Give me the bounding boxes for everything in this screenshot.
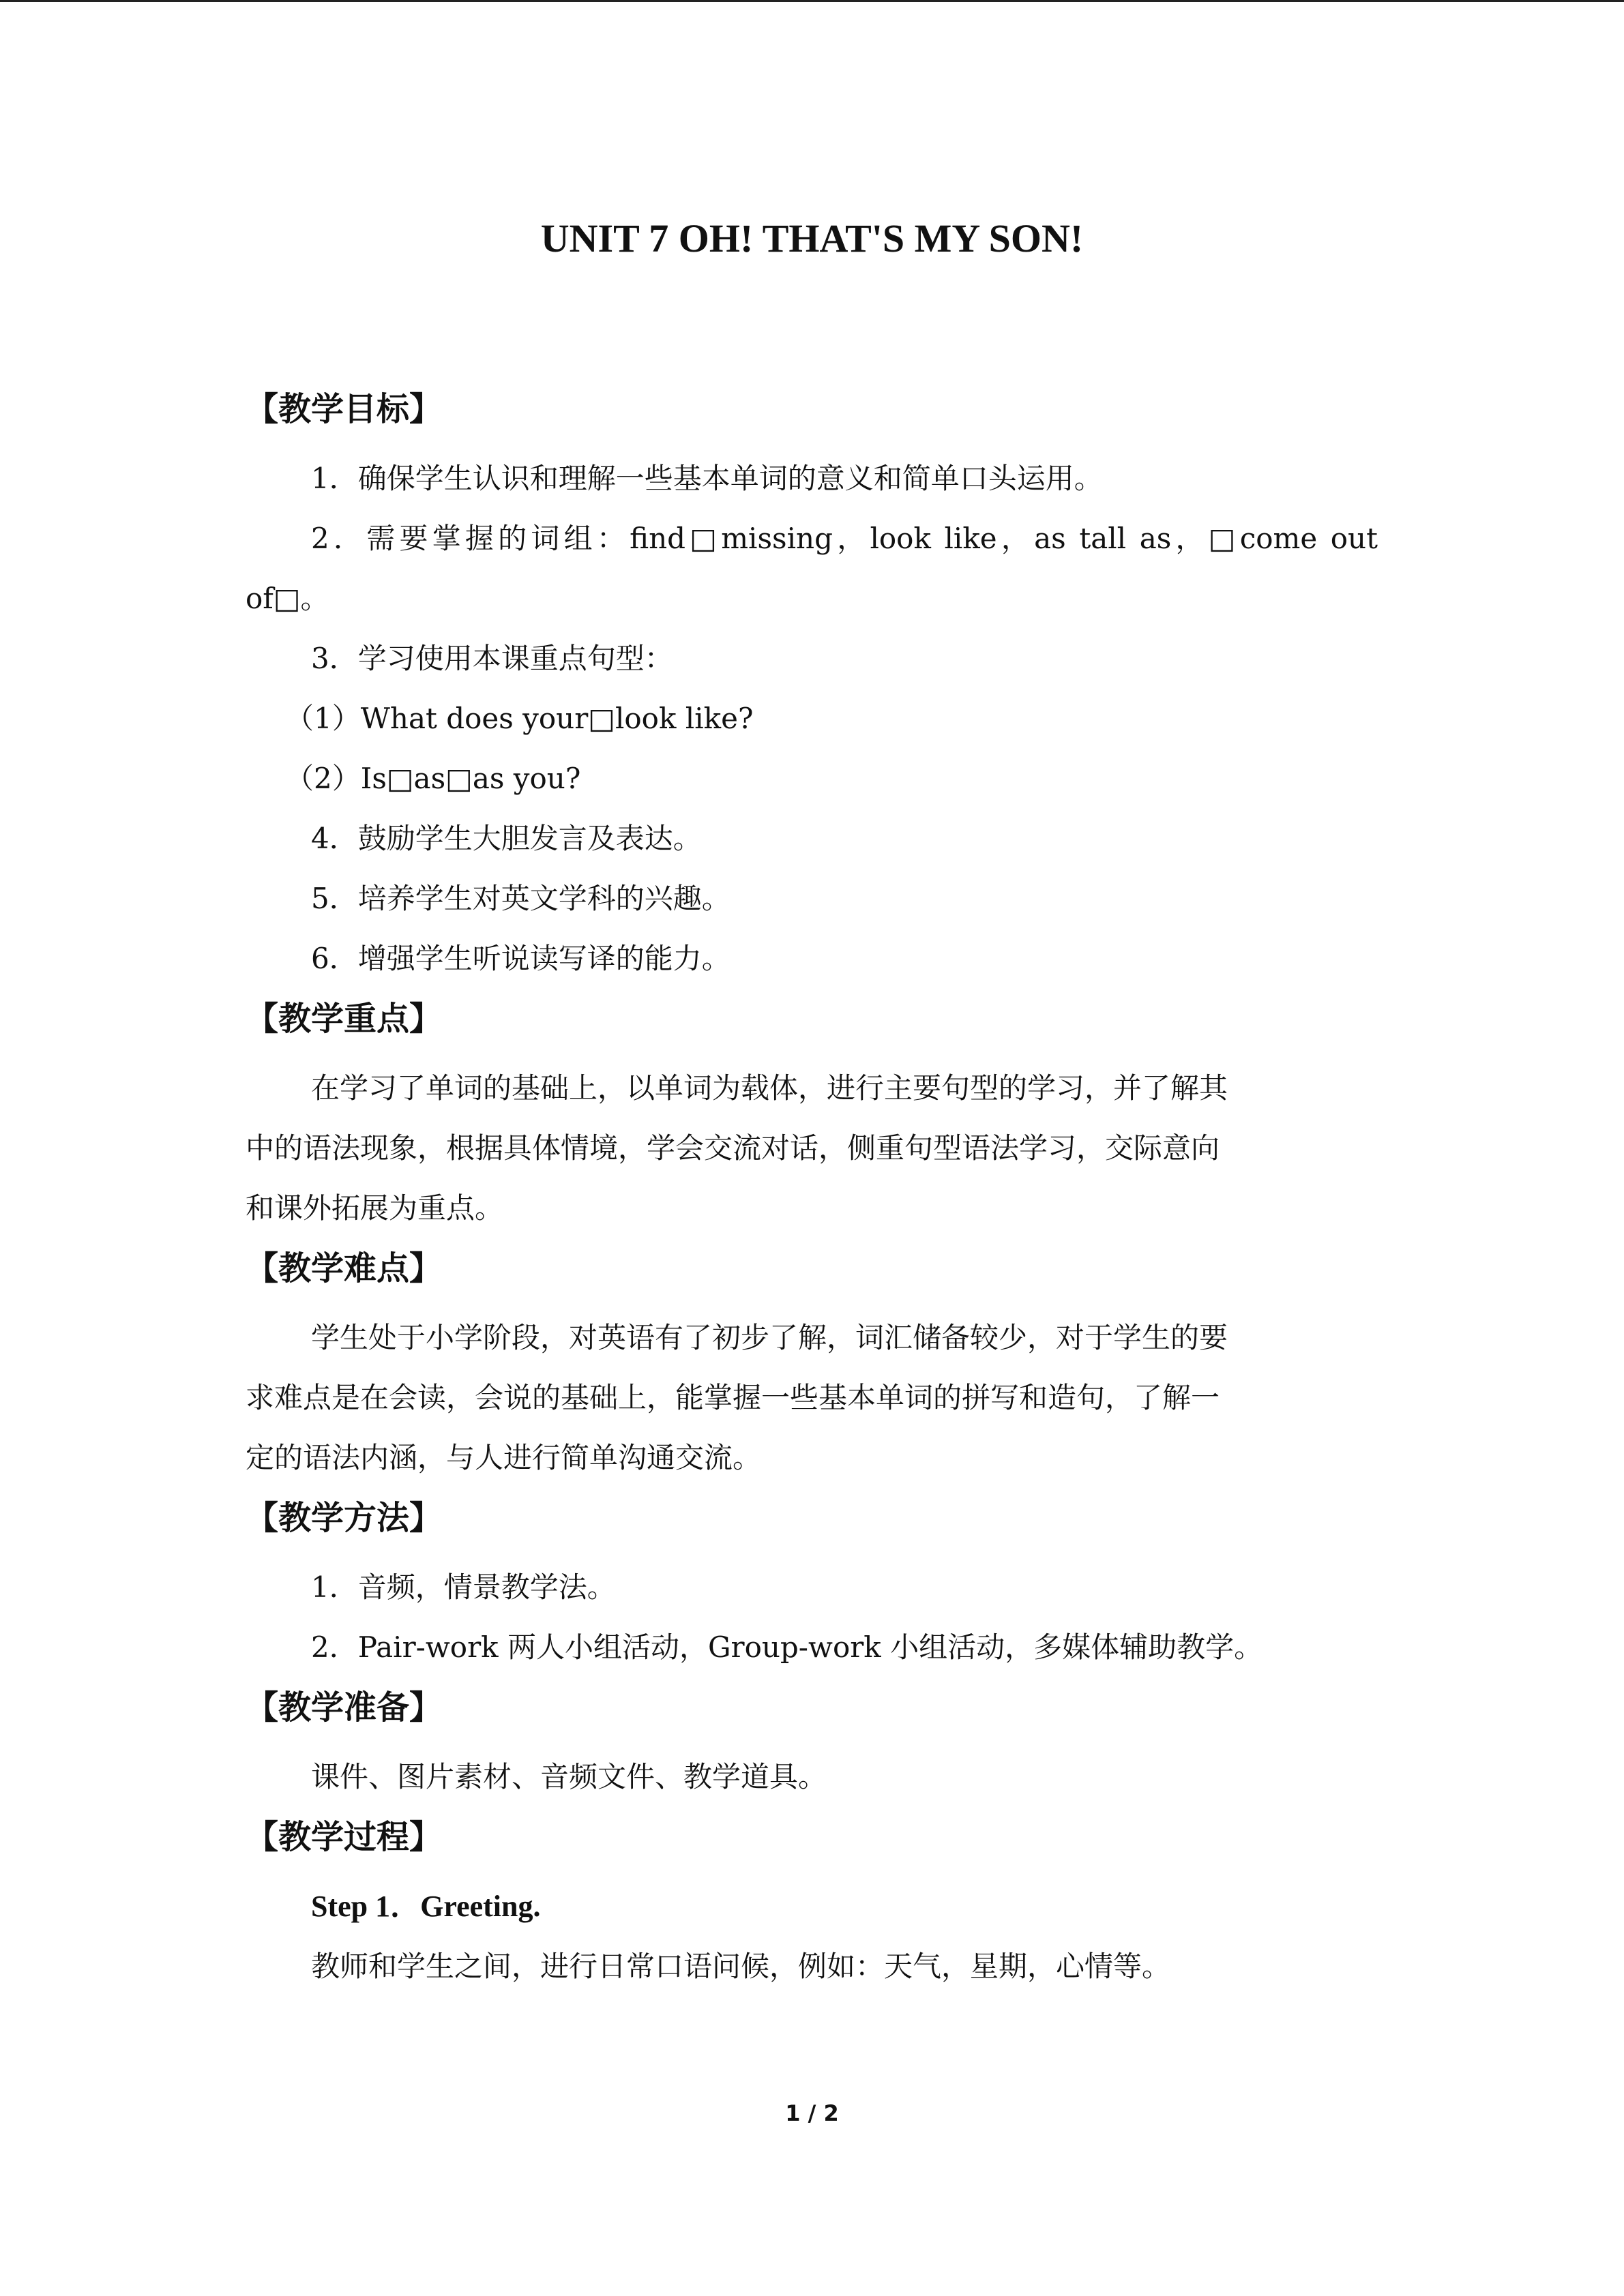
step-1-text: 教师和学生之间，进行日常口语问候，例如：天气，星期，心情等。 [311,1950,1171,1983]
method-item-2: 2．Pair-work 两人小组活动，Group-work 小组活动，多媒体辅助教学。 [311,1630,1263,1664]
goal-pattern-2: （2）Is□as□as you? [285,762,581,795]
goal-item-2-continued: of□。 [246,582,329,615]
key-points-line-3: 和课外拓展为重点。 [246,1191,504,1225]
goal-item-6: 6．增强学生听说读写译的能力。 [311,942,730,975]
section-heading-goals: 【教学目标】 [246,390,443,428]
page-number: 1 / 2 [785,2100,839,2126]
section-goals [246,379,1378,989]
top-border-line [0,0,1624,2]
goal-item-1: 1．确保学生认识和理解一些基本单词的意义和简单口头运用。 [311,462,1103,495]
document-title: UNIT 7 OH! THAT'S MY SON! [540,216,1084,260]
preparation-text: 课件、图片素材、音频文件、教学道具。 [311,1760,827,1793]
difficulties-line-3: 定的语法内涵，与人进行简单沟通交流。 [246,1441,762,1474]
section-heading-difficulties: 【教学难点】 [246,1249,443,1287]
difficulties-line-1: 学生处于小学阶段，对英语有了初步了解，词汇储备较少，对于学生的要 [311,1321,1228,1354]
goal-item-2: 2．需要掌握的词组：find□missing，look like，as tall as，□come out [311,522,1378,555]
section-methods [246,1488,1378,1678]
difficulties-line-2: 求难点是在会读，会说的基础上，能掌握一些基本单词的拼写和造句，了解一 [246,1381,1220,1414]
goal-pattern-1: （1）What does your□look like? [285,702,754,735]
section-heading-preparation: 【教学准备】 [246,1688,443,1727]
goal-item-3: 3．学习使用本课重点句型： [311,642,673,675]
step-1-title: Step 1．Greeting. [311,1890,541,1923]
section-difficulties [246,1238,1378,1488]
section-heading-process: 【教学过程】 [246,1818,443,1856]
key-points-line-2: 中的语法现象，根据具体情境，学会交流对话，侧重句型语法学习，交际意向 [246,1131,1220,1165]
section-heading-methods: 【教学方法】 [246,1499,443,1537]
key-points-line-1: 在学习了单词的基础上，以单词为载体，进行主要句型的学习，并了解其 [311,1071,1228,1105]
section-process [246,1807,1378,1997]
section-preparation [246,1678,1378,1807]
section-heading-key-points: 【教学重点】 [246,1000,443,1038]
method-item-1: 1．音频，情景教学法。 [311,1570,616,1604]
goal-item-5: 5．培养学生对英文学科的兴趣。 [311,882,730,915]
section-key-points [246,989,1378,1238]
document-body [246,379,1378,1997]
goal-item-4: 4．鼓励学生大胆发言及表达。 [311,822,702,855]
